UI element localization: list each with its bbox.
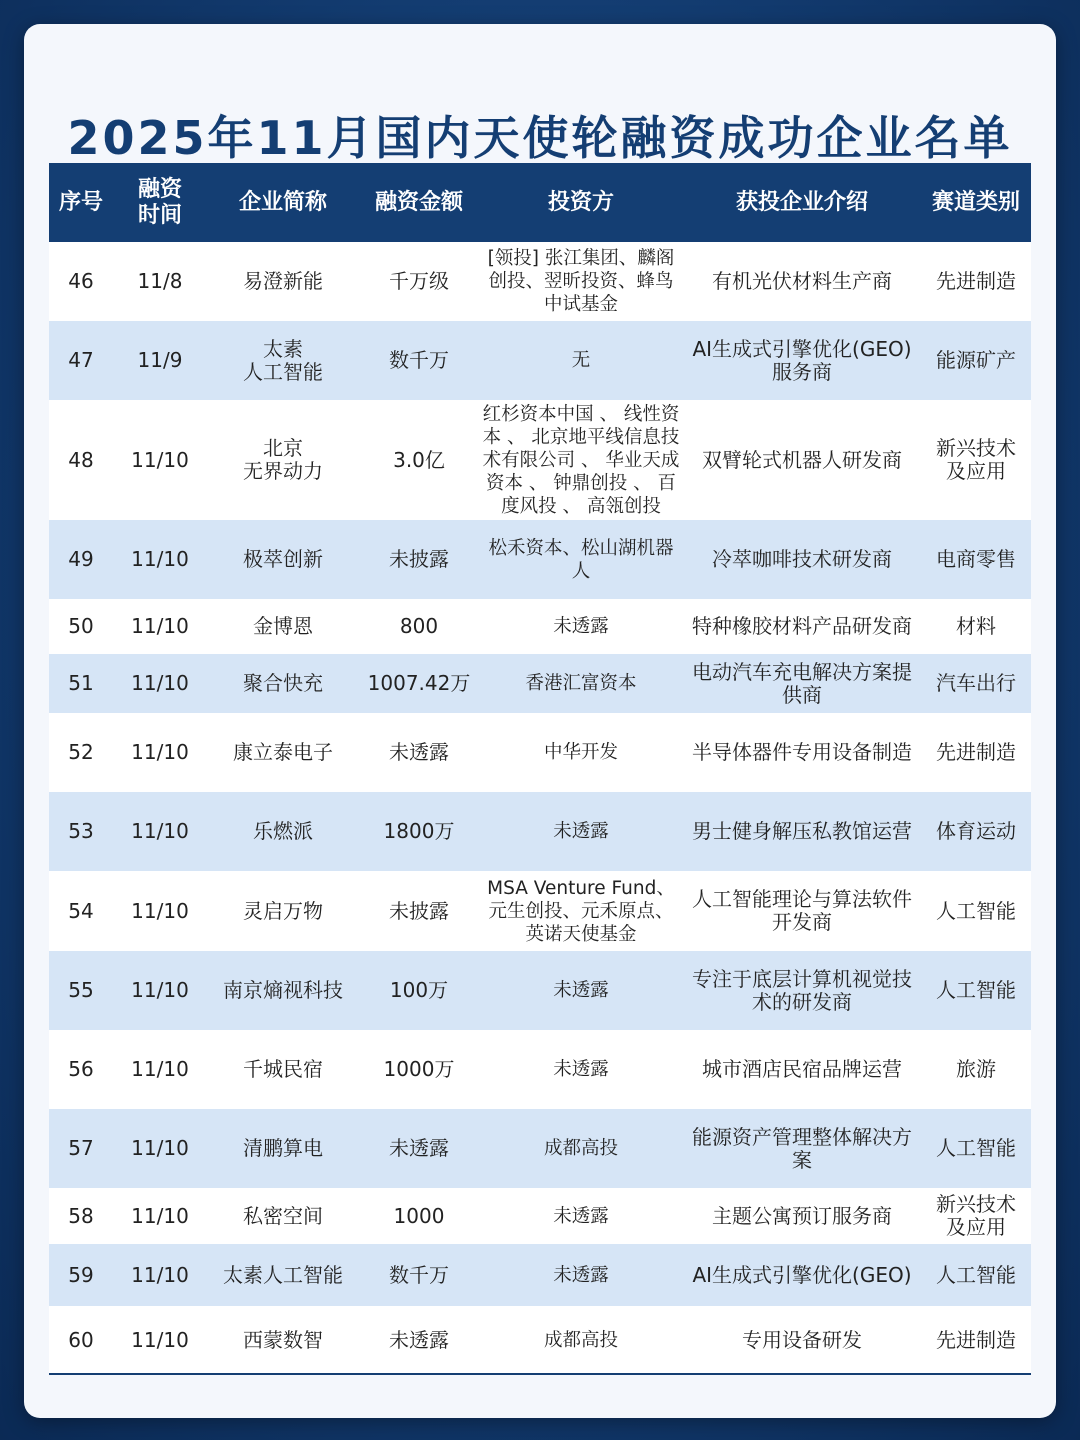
table-row — [49, 1306, 1031, 1374]
row-track-text: 新兴技术 — [936, 1192, 1016, 1216]
row-no-text: 60 — [68, 1327, 94, 1352]
row-amount — [359, 400, 479, 520]
row-track — [921, 1244, 1031, 1306]
row-track — [921, 321, 1031, 400]
row-date-text: 11/8 — [137, 269, 183, 293]
row-intro-text: 服务商 — [772, 359, 832, 384]
row-intro — [683, 1188, 921, 1244]
row-no-text: 50 — [68, 614, 94, 638]
row-date-text: 11/10 — [131, 740, 189, 764]
row-no-text: 47 — [68, 348, 94, 372]
row-company — [207, 792, 359, 871]
row-amount-text: 800 — [399, 614, 439, 638]
row-investor-text: 未透露 — [553, 980, 609, 1001]
row-amount-text: 未披露 — [389, 898, 449, 923]
row-date — [113, 1109, 207, 1188]
row-date-text: 11/10 — [131, 898, 189, 923]
row-company-text: 乐燃派 — [253, 819, 313, 843]
row-company-text: 人工智能 — [243, 359, 323, 384]
row-date-text: 11/10 — [131, 614, 189, 638]
row-investor-text: 未透露 — [553, 1264, 609, 1286]
row-track — [921, 871, 1031, 951]
row-company — [207, 321, 359, 400]
row-amount — [359, 599, 479, 654]
row-investor-text: 中华开发 — [543, 742, 618, 763]
row-track — [921, 951, 1031, 1030]
row-track — [921, 599, 1031, 654]
table-row — [49, 1244, 1031, 1306]
row-company-text: 太素人工智能 — [223, 1262, 343, 1287]
row-investor — [479, 1244, 683, 1306]
row-no — [49, 1030, 113, 1109]
table-row — [49, 1109, 1031, 1188]
row-company — [207, 599, 359, 654]
row-amount — [359, 792, 479, 871]
row-company — [207, 871, 359, 951]
row-no — [49, 520, 113, 599]
row-track-text: 能源矿产 — [936, 348, 1016, 372]
row-no-text: 48 — [68, 447, 94, 472]
row-date-text: 11/10 — [131, 447, 189, 472]
row-track — [921, 792, 1031, 871]
row-track-text: 人工智能 — [936, 978, 1016, 1002]
table-row — [49, 1188, 1031, 1244]
financing-table — [49, 163, 1031, 1374]
row-investor-text: 成都高投 — [543, 1138, 618, 1159]
row-intro — [683, 599, 921, 654]
row-amount-text: 未透露 — [389, 740, 449, 764]
row-company-text: 灵启万物 — [243, 898, 323, 923]
row-investor — [479, 520, 683, 599]
row-company-text: 极萃创新 — [243, 547, 323, 571]
row-track-text: 先进制造 — [936, 1327, 1016, 1352]
table-row — [49, 321, 1031, 400]
row-no — [49, 1244, 113, 1306]
row-track-text: 材料 — [956, 614, 996, 638]
row-amount-text: 3.0亿 — [393, 447, 445, 472]
row-investor — [479, 1188, 683, 1244]
row-investor-text: 未透露 — [553, 1205, 609, 1227]
row-amount-text: 1800万 — [383, 819, 455, 843]
row-company — [207, 242, 359, 321]
row-investor — [479, 654, 683, 713]
row-intro-text: 人工智能理论与算法软件开发商 — [692, 887, 912, 934]
row-investor — [479, 1109, 683, 1188]
row-amount — [359, 713, 479, 792]
row-company — [207, 1030, 359, 1109]
row-amount — [359, 242, 479, 321]
row-track-text: 及应用 — [946, 1215, 1006, 1239]
row-amount-text: 100万 — [389, 978, 449, 1002]
row-intro — [683, 713, 921, 792]
row-investor — [479, 242, 683, 321]
row-no — [49, 792, 113, 871]
row-company — [207, 1306, 359, 1374]
row-intro-text: 能源资产管理整体解决方案 — [692, 1124, 912, 1172]
table-row — [49, 599, 1031, 654]
row-track-text: 人工智能 — [936, 898, 1016, 923]
row-date-text: 11/10 — [131, 819, 189, 843]
row-investor-text: [领投] 张江集团、麟阁创投、翌昕投资、蜂鸟中试基金 — [487, 248, 675, 315]
row-investor-text: 无 — [571, 350, 591, 371]
row-track-text: 及应用 — [946, 459, 1006, 483]
row-company — [207, 1188, 359, 1244]
row-date-text: 11/10 — [131, 1136, 189, 1160]
row-date — [113, 599, 207, 654]
row-no-text: 49 — [68, 547, 94, 571]
row-amount-text: 千万级 — [389, 269, 449, 293]
row-company-text: 无界动力 — [243, 459, 323, 483]
row-intro-text: 有机光伏材料生产商 — [712, 269, 892, 293]
header-company: 企业简称 — [238, 189, 327, 215]
row-intro-text: 专用设备研发 — [742, 1327, 862, 1352]
row-amount-text: 数千万 — [389, 1262, 449, 1287]
row-intro — [683, 792, 921, 871]
row-no-text: 56 — [68, 1057, 94, 1081]
row-track-text: 新兴技术 — [936, 436, 1016, 460]
row-intro — [683, 242, 921, 321]
row-track — [921, 1030, 1031, 1109]
row-no — [49, 1188, 113, 1244]
row-company — [207, 713, 359, 792]
row-no-text: 59 — [68, 1262, 94, 1287]
row-date-text: 11/10 — [131, 547, 189, 571]
row-date — [113, 1030, 207, 1109]
row-intro — [683, 951, 921, 1030]
row-no — [49, 242, 113, 321]
row-investor-text: 未透露 — [553, 616, 609, 637]
table-row — [49, 242, 1031, 321]
row-investor — [479, 599, 683, 654]
row-intro-text: 冷萃咖啡技术研发商 — [712, 547, 892, 571]
row-intro — [683, 400, 921, 520]
row-amount-text: 数千万 — [389, 348, 449, 372]
table-header-row — [49, 163, 1031, 242]
row-amount-text: 未披露 — [389, 547, 449, 571]
row-amount-text: 未透露 — [389, 1136, 449, 1160]
row-date — [113, 792, 207, 871]
row-amount — [359, 321, 479, 400]
row-intro — [683, 654, 921, 713]
row-date — [113, 520, 207, 599]
row-company-text: 北京 — [263, 436, 303, 460]
table-row — [49, 792, 1031, 871]
row-intro-text: 双臂轮式机器人研发商 — [702, 447, 902, 472]
row-intro-text: 城市酒店民宿品牌运营 — [702, 1057, 902, 1081]
row-investor — [479, 951, 683, 1030]
header-intro: 获投企业介绍 — [735, 189, 868, 215]
row-date — [113, 321, 207, 400]
row-intro — [683, 1030, 921, 1109]
row-intro-text: AI生成式引擎优化(GEO) — [692, 1262, 912, 1287]
row-amount-text: 1000 — [393, 1203, 445, 1228]
row-investor — [479, 871, 683, 951]
row-intro — [683, 1306, 921, 1374]
row-date-text: 11/10 — [131, 671, 189, 695]
row-amount-text: 1007.42万 — [367, 671, 471, 695]
row-amount-text: 未透露 — [389, 1327, 449, 1352]
header-date — [113, 163, 207, 242]
row-date-text: 11/9 — [137, 348, 183, 372]
row-amount — [359, 520, 479, 599]
header-date-line1: 融资 — [137, 176, 182, 202]
row-intro-text: 特种橡胶材料产品研发商 — [692, 614, 912, 638]
row-track — [921, 713, 1031, 792]
row-no-text: 58 — [68, 1203, 94, 1228]
row-investor — [479, 713, 683, 792]
row-track-text: 电商零售 — [936, 547, 1016, 571]
row-date-text: 11/10 — [131, 1057, 189, 1081]
row-no — [49, 321, 113, 400]
row-amount — [359, 951, 479, 1030]
row-company-text: 清鹏算电 — [243, 1136, 323, 1160]
row-investor — [479, 792, 683, 871]
row-no — [49, 1109, 113, 1188]
row-company — [207, 654, 359, 713]
row-track-text: 体育运动 — [936, 819, 1016, 843]
row-company — [207, 1109, 359, 1188]
row-no-text: 57 — [68, 1136, 94, 1160]
row-no-text: 53 — [68, 819, 94, 843]
row-no — [49, 951, 113, 1030]
row-company-text: 聚合快充 — [243, 671, 323, 695]
row-intro-text: 半导体器件专用设备制造 — [692, 740, 912, 764]
table-row — [49, 654, 1031, 713]
row-date — [113, 1306, 207, 1374]
row-amount — [359, 1030, 479, 1109]
row-amount-text: 1000万 — [383, 1057, 455, 1081]
row-intro — [683, 321, 921, 400]
row-date-text: 11/10 — [131, 1262, 189, 1287]
row-amount — [359, 1244, 479, 1306]
row-no — [49, 599, 113, 654]
row-no — [49, 713, 113, 792]
header-investor: 投资方 — [547, 189, 614, 215]
row-track-text: 先进制造 — [936, 740, 1016, 764]
row-investor-text: 未透露 — [553, 821, 609, 842]
row-investor-text: 香港汇富资本 — [525, 673, 637, 694]
row-amount — [359, 1306, 479, 1374]
row-intro-text: 男士健身解压私教馆运营 — [692, 819, 912, 843]
row-no — [49, 400, 113, 520]
header-no: 序号 — [58, 189, 103, 215]
row-company — [207, 400, 359, 520]
page-title: 2025年11月国内天使轮融资成功企业名单 — [67, 111, 1013, 165]
row-track-text: 旅游 — [956, 1057, 996, 1081]
row-track — [921, 520, 1031, 599]
row-date — [113, 1244, 207, 1306]
table-row — [49, 520, 1031, 599]
row-company-text: 易澄新能 — [243, 269, 323, 293]
row-intro — [683, 1244, 921, 1306]
row-investor-text: 红杉资本中国 、 线性资本 、 北京地平线信息技术有限公司 、 华业天成资本 、 钟鼎创投 、 百度风投 、 高瓴创投 — [482, 403, 680, 517]
row-company-text: 金博恩 — [253, 614, 313, 638]
table-body — [49, 242, 1031, 1374]
table-row — [49, 951, 1031, 1030]
row-track-text: 先进制造 — [936, 269, 1016, 293]
row-date — [113, 1188, 207, 1244]
row-intro — [683, 520, 921, 599]
row-company-text: 南京熵视科技 — [223, 978, 343, 1002]
header-track: 赛道类别 — [931, 189, 1020, 215]
row-no — [49, 1306, 113, 1374]
row-investor — [479, 1030, 683, 1109]
row-track-text: 人工智能 — [936, 1136, 1016, 1160]
row-no-text: 54 — [68, 898, 94, 923]
row-track — [921, 654, 1031, 713]
row-date-text: 11/10 — [131, 978, 189, 1002]
row-company-text: 千城民宿 — [243, 1057, 323, 1081]
row-company — [207, 951, 359, 1030]
table-row — [49, 1030, 1031, 1109]
row-amount — [359, 871, 479, 951]
row-company-text: 西蒙数智 — [243, 1327, 323, 1352]
row-date — [113, 400, 207, 520]
row-intro — [683, 871, 921, 951]
table-row — [49, 713, 1031, 792]
content-card — [24, 24, 1056, 1418]
row-no — [49, 871, 113, 951]
row-date-text: 11/10 — [131, 1327, 189, 1352]
row-investor-text: 未透露 — [553, 1059, 609, 1080]
row-intro-text: 专注于底层计算机视觉技术的研发商 — [692, 966, 912, 1014]
row-track — [921, 1188, 1031, 1244]
row-date — [113, 951, 207, 1030]
row-date — [113, 713, 207, 792]
row-no — [49, 654, 113, 713]
row-date — [113, 654, 207, 713]
header-amount: 融资金额 — [374, 189, 463, 215]
row-no-text: 55 — [68, 978, 94, 1002]
row-investor — [479, 1306, 683, 1374]
row-investor-text: 松禾资本、松山湖机器人 — [488, 537, 674, 582]
row-intro — [683, 1109, 921, 1188]
row-intro-text: 电动汽车充电解决方案提供商 — [692, 659, 912, 707]
table-row — [49, 400, 1031, 520]
row-no-text: 52 — [68, 740, 94, 764]
row-track — [921, 1109, 1031, 1188]
row-amount — [359, 1109, 479, 1188]
row-company-text: 私密空间 — [243, 1203, 323, 1228]
header-date-line2: 时间 — [137, 202, 182, 228]
row-investor-text: 成都高投 — [543, 1329, 618, 1351]
row-track — [921, 1306, 1031, 1374]
row-track-text: 汽车出行 — [936, 671, 1016, 695]
row-amount — [359, 1188, 479, 1244]
row-investor-text: MSA Venture Fund、元生创投、元禾原点、英诺天使基金 — [487, 877, 675, 945]
row-track — [921, 242, 1031, 321]
row-intro-text: AI生成式引擎优化(GEO) — [692, 336, 912, 361]
row-company — [207, 1244, 359, 1306]
row-investor — [479, 400, 683, 520]
row-amount — [359, 654, 479, 713]
row-date — [113, 242, 207, 321]
row-company-text: 太素 — [263, 336, 303, 361]
row-investor — [479, 321, 683, 400]
table-bottom-border — [49, 1373, 1031, 1375]
row-company-text: 康立泰电子 — [233, 740, 333, 764]
row-track — [921, 400, 1031, 520]
row-date — [113, 871, 207, 951]
row-date-text: 11/10 — [131, 1203, 189, 1228]
row-no-text: 46 — [68, 269, 94, 293]
row-track-text: 人工智能 — [936, 1262, 1016, 1287]
row-company — [207, 520, 359, 599]
table-row — [49, 871, 1031, 951]
row-intro-text: 主题公寓预订服务商 — [712, 1203, 892, 1228]
row-no-text: 51 — [68, 671, 94, 695]
